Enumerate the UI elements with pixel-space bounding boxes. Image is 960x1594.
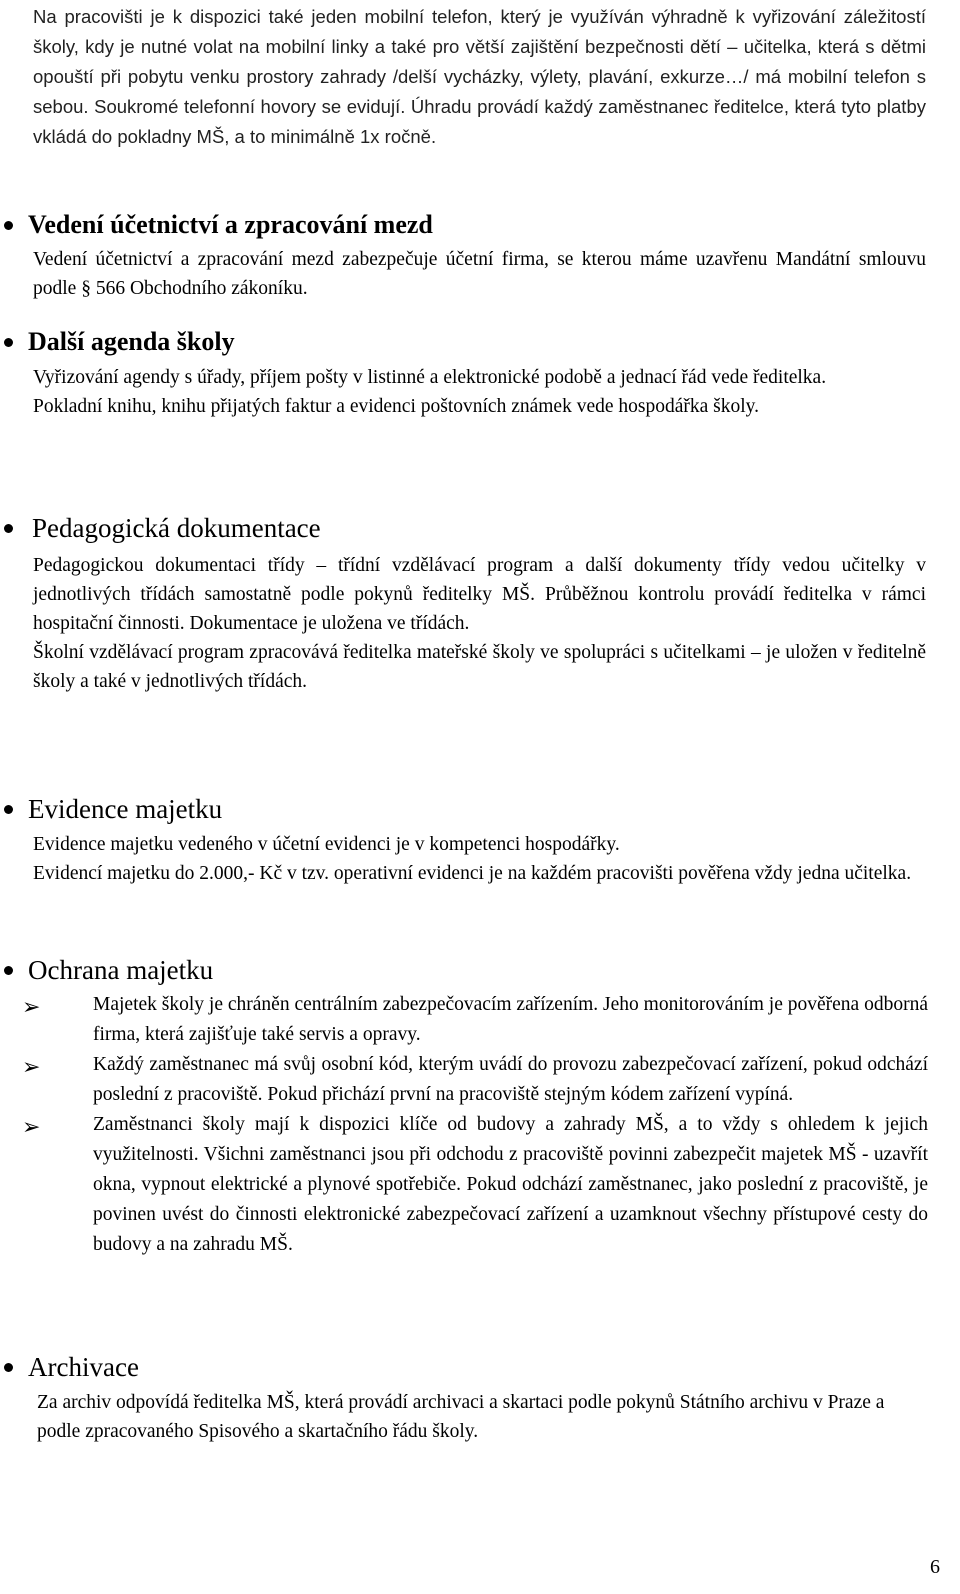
paragraph: Pokladní knihu, knihu přijatých faktur a evidenci poštovních známek vede hospodářka školy. [33,396,760,417]
section-heading-accounting [0,210,433,240]
list-item [18,1050,928,1110]
paragraph: Školní vzdělávací program zpracovává ředitelka mateřské školy ve spolupráci s učitelkami – je uložen v ředitelně školy a také v jednotlivých třídách. [33,642,926,692]
section-title: Vedení účetnictví a zpracování mezd [28,210,433,239]
arrow-marker-icon: ➢ [22,1114,41,1139]
section-title: Archivace [28,1352,139,1382]
paragraph: Evidence majetku vedeného v účetní evidenci je v kompetenci hospodářky. [33,834,620,855]
property-records-body [33,830,926,888]
section-title: Další agenda školy [28,327,235,356]
list-item-text: Každý zaměstnanec má svůj osobní kód, kterým uvádí do provozu zabezpečovací zařízení, pokud odchází poslední z pracoviště. Pokud přichází první na pracoviště stejným kódem zařízení vypíná. [93,1054,928,1105]
bullet-icon [4,524,13,533]
section-title: Evidence majetku [28,794,223,824]
intro-text: Na pracovišti je k dispozici také jeden mobilní telefon, který je využíván výhradně k vyřizování záležitostí školy, kdy je nutné volat na mobilní linky a také pro větší zajištění bezpečnosti dětí – učitelka, která s dětmi opouští při pobytu venku prostory zahrady /delší vycházky, výlety, plavání, exkurze…/ má mobilní telefon s sebou. Soukromé telefonní hovory se evidují. Úhradu provádí každý zaměstnanec ředitelce, která tyto platby vkládá do pokladny MŠ, a to minimálně 1x ročně. [33,6,926,147]
paragraph: Vyřizování agendy s úřady, příjem pošty v listinné a elektronické podobě a jednací řád vede ředitelka. [33,367,827,388]
page-number: 6 [930,1556,940,1578]
property-protection-list [18,990,928,1260]
section-heading-agenda [0,327,235,357]
list-item-text: Zaměstnanci školy mají k dispozici klíče od budovy a zahrady MŠ, a to vždy s ohledem k jejich využitelnosti. Všichni zaměstnanci jsou při odchodu z pracoviště povinni zabezpečit majetek MŠ - uzavřít okna, vypnout elektrické a plynové spotřebiče. Pokud odchází zaměstnanec, jako poslední z pracoviště, je povinen uvést do činnosti elektronické zabezpečovací zařízení a uzamknout všechny přístupové cesty do budovy a na zahradu MŠ. [93,1114,928,1255]
section-heading-property-records [0,794,222,825]
arrow-marker-icon: ➢ [22,994,41,1019]
archive-body [37,1388,897,1446]
accounting-body [33,245,926,303]
paragraph: Vedení účetnictví a zpracování mezd zabezpečuje účetní firma, se kterou máme uzavřenu Mandátní smlouvu podle § 566 Obchodního zákoníku. [33,249,926,299]
list-item [18,1110,928,1260]
paragraph: Evidencí majetku do 2.000,- Kč v tzv. operativní evidenci je na každém pracovišti pověřena vždy jedna učitelka. [33,863,912,884]
section-heading-archive [0,1352,139,1383]
section-title: Ochrana majetku [28,955,214,985]
pedagogical-body [33,551,926,696]
section-heading-pedagogical [0,513,321,544]
paragraph: Za archiv odpovídá ředitelka MŠ, která provádí archivaci a skartaci podle pokynů Státního archivu v Praze a podle zpracovaného Spisového a skartačního řádu školy. [37,1392,885,1442]
agenda-body [33,363,926,421]
paragraph: Pedagogickou dokumentaci třídy – třídní vzdělávací program a další dokumenty třídy vedou učitelky v jednotlivých třídách samostatně podle pokynů ředitelky MŠ. Průběžnou kontrolu provádí ředitelka v rámci hospitační činnosti. Dokumentace je uložena ve třídách. [33,555,926,634]
bullet-icon [4,805,13,814]
list-item-text: Majetek školy je chráněn centrálním zabezpečovacím zařízením. Jeho monitorováním je pověřena odborná firma, která zajišťuje také servis a opravy. [93,994,928,1045]
arrow-marker-icon: ➢ [22,1054,41,1079]
bullet-icon [4,966,13,975]
bullet-icon [4,221,13,230]
section-title: Pedagogická dokumentace [32,513,321,543]
bullet-icon [4,338,13,347]
bullet-icon [4,1363,13,1372]
list-item [18,990,928,1050]
intro-paragraph [33,2,926,152]
section-heading-property-protection [0,955,213,986]
